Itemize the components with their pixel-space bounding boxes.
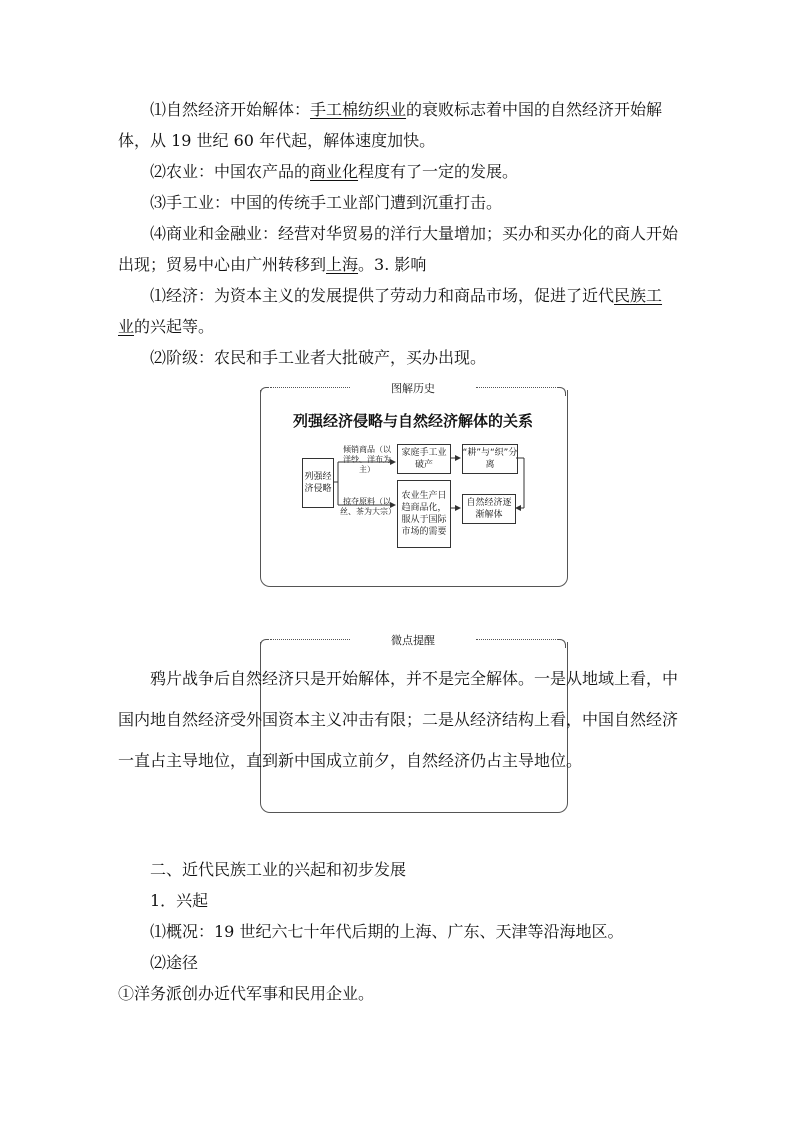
box-farming-weaving-split: “耕”与“织”分离 <box>462 444 518 474</box>
section2-subheading: 1．兴起 <box>150 891 209 910</box>
label-dumping-goods: 倾销商品（以洋纱、洋布为主） <box>343 445 391 474</box>
paragraph-agriculture: ⑵农业：中国农产品的商业化程度有了一定的发展。 <box>150 162 519 181</box>
tip-tag: 微点提醒 <box>387 632 439 648</box>
label-plunder-materials: 掠夺原料（以丝、茶为大宗） <box>340 497 396 516</box>
section2-overview: ⑴概况：19 世纪六七十年代后期的上海、广东、天津等沿海地区。 <box>150 922 624 941</box>
box-handicraft-bankrupt: 家庭手工业破产 <box>397 444 451 474</box>
box-agriculture-commercialization: 农业生产日趋商品化，服从于国际市场的需要 <box>397 480 451 548</box>
section2-heading: 二、近代民族工业的兴起和初步发展 <box>150 860 407 879</box>
paragraph-class-impact: ⑵阶级：农民和手工业者大批破产，买办出现。 <box>150 348 487 367</box>
paragraph-handicraft: ⑶手工业：中国的传统手工业部门遭到沉重打击。 <box>150 193 503 212</box>
paragraph-commerce: ⑷商业和金融业：经营对华贸易的洋行大量增加；买办和买办化的商人开始出现；贸易中心由广州转移到上海。3. 影响 <box>118 224 679 274</box>
section2-approach: ⑵途径 <box>150 953 199 972</box>
box-powers-aggression: 列强经济侵略 <box>302 458 334 508</box>
tip-text: 鸦片战争后自然经济只是开始解体，并不是完全解体。一是从地域上看，中国内地自然经济受外国资本主义冲击有限；二是从经济结构上看，中国自然经济一直占主导地位，直到新中国成立前夕，自然经济仍占主导地位。 <box>118 669 679 770</box>
paragraph-economy-impact: ⑴经济：为资本主义的发展提供了劳动力和商品市场，促进了近代民族工业的兴起等。 <box>118 286 663 336</box>
box-natural-economy-collapse: 自然经济逐渐解体 <box>462 494 516 524</box>
section2-westernization: ①洋务派创办近代军事和民用企业。 <box>118 984 375 1003</box>
paragraph-natural-economy: ⑴自然经济开始解体：手工棉纺织业的衰败标志着中国的自然经济开始解体，从 19 世纪 60 年代起，解体速度加快。 <box>118 100 663 150</box>
diagram-tag: 图解历史 <box>387 380 439 396</box>
diagram-title: 列强经济侵略与自然经济解体的关系 <box>292 412 533 430</box>
